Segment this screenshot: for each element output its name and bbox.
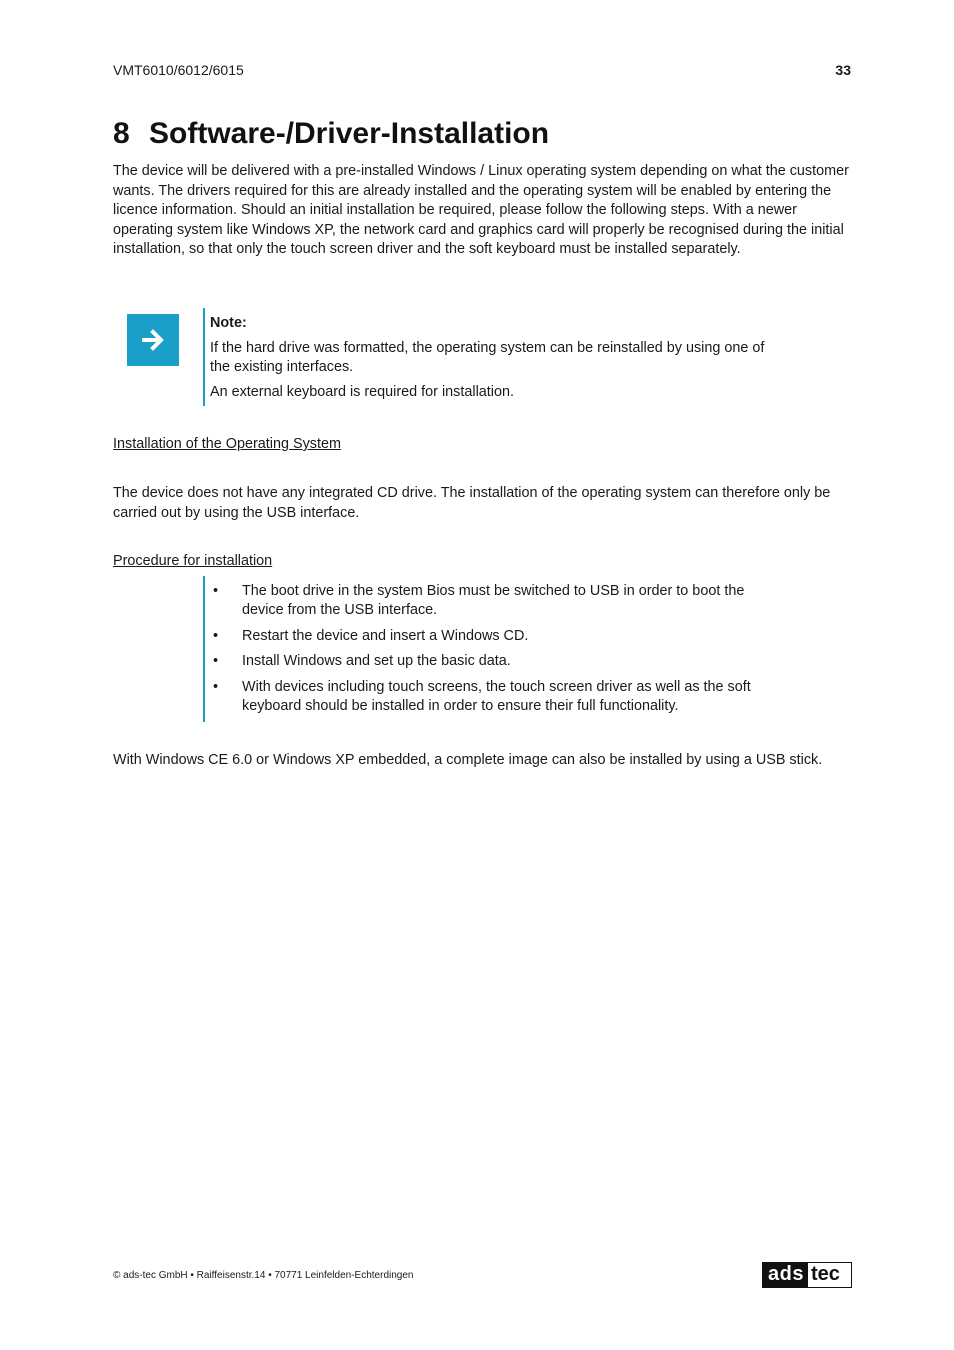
procedure-divider — [203, 576, 205, 722]
document-model-header: VMT6010/6012/6015 — [113, 62, 244, 78]
note-text-2: An external keyboard is required for installation. — [210, 384, 514, 400]
bullet: • — [213, 627, 219, 644]
bullet: • — [213, 653, 219, 670]
page-number: 33 — [835, 62, 851, 78]
footer-address: © ads-tec GmbH • Raiffeisenstr.14 • 70771 Leinfelden-Echterdingen — [113, 1270, 414, 1281]
list-item — [210, 652, 770, 671]
list-item — [210, 678, 770, 717]
note-title: Note: — [210, 315, 247, 331]
section-title-os: Installation of the Operating System — [113, 436, 341, 452]
bullet: • — [213, 678, 219, 695]
bullet: • — [213, 583, 219, 599]
list-item — [210, 627, 770, 646]
list-item-text: Restart the device and insert a Windows CD. — [242, 627, 529, 644]
logo-part-ads: ads — [763, 1263, 808, 1287]
list-item — [210, 582, 770, 621]
section-title-procedure: Procedure for installation — [113, 553, 273, 569]
arrow-right-icon — [127, 314, 179, 366]
list-item-text: Install Windows and set up the basic data. — [242, 653, 511, 670]
chapter-heading — [113, 114, 549, 154]
company-logo — [762, 1262, 852, 1288]
os-paragraph: The device does not have any integrated CD drive. The installation of the operating system can therefore only be carried out by using the USB interface. — [113, 485, 831, 521]
chapter-number: 8 — [113, 117, 130, 150]
logo-part-tec: tec — [810, 1263, 840, 1285]
note-divider — [203, 308, 205, 406]
procedure-list — [210, 582, 770, 722]
chapter-title: Software-/Driver-Installation — [149, 117, 550, 150]
list-item-text: With devices including touch screens, the touch screen driver as well as the soft keyboard should be installed in order to ensure their full functionality. — [242, 678, 751, 715]
note-text-1: If the hard drive was formatted, the operating system can be reinstalled by using one of the existing interfaces. — [210, 340, 765, 375]
list-item-text: The boot drive in the system Bios must be switched to USB in order to boot the device from the USB interface. — [242, 583, 745, 619]
intro-paragraph: The device will be delivered with a pre-installed Windows / Linux operating system depending on what the customer wants. The drivers required for this are already installed and the operating system will be enabled by entering the licence information. Should an initial installation be required, please follow the following steps. With a newer operating system like Windows XP, the network card and graphics card will properly be recognised during the initial installation, so that only the touch screen driver and the soft keyboard must be installed separately. — [113, 163, 849, 258]
closing-paragraph: With Windows CE 6.0 or Windows XP embedded, a complete image can also be installed by using a USB stick. — [113, 752, 823, 768]
note-box — [210, 314, 800, 408]
